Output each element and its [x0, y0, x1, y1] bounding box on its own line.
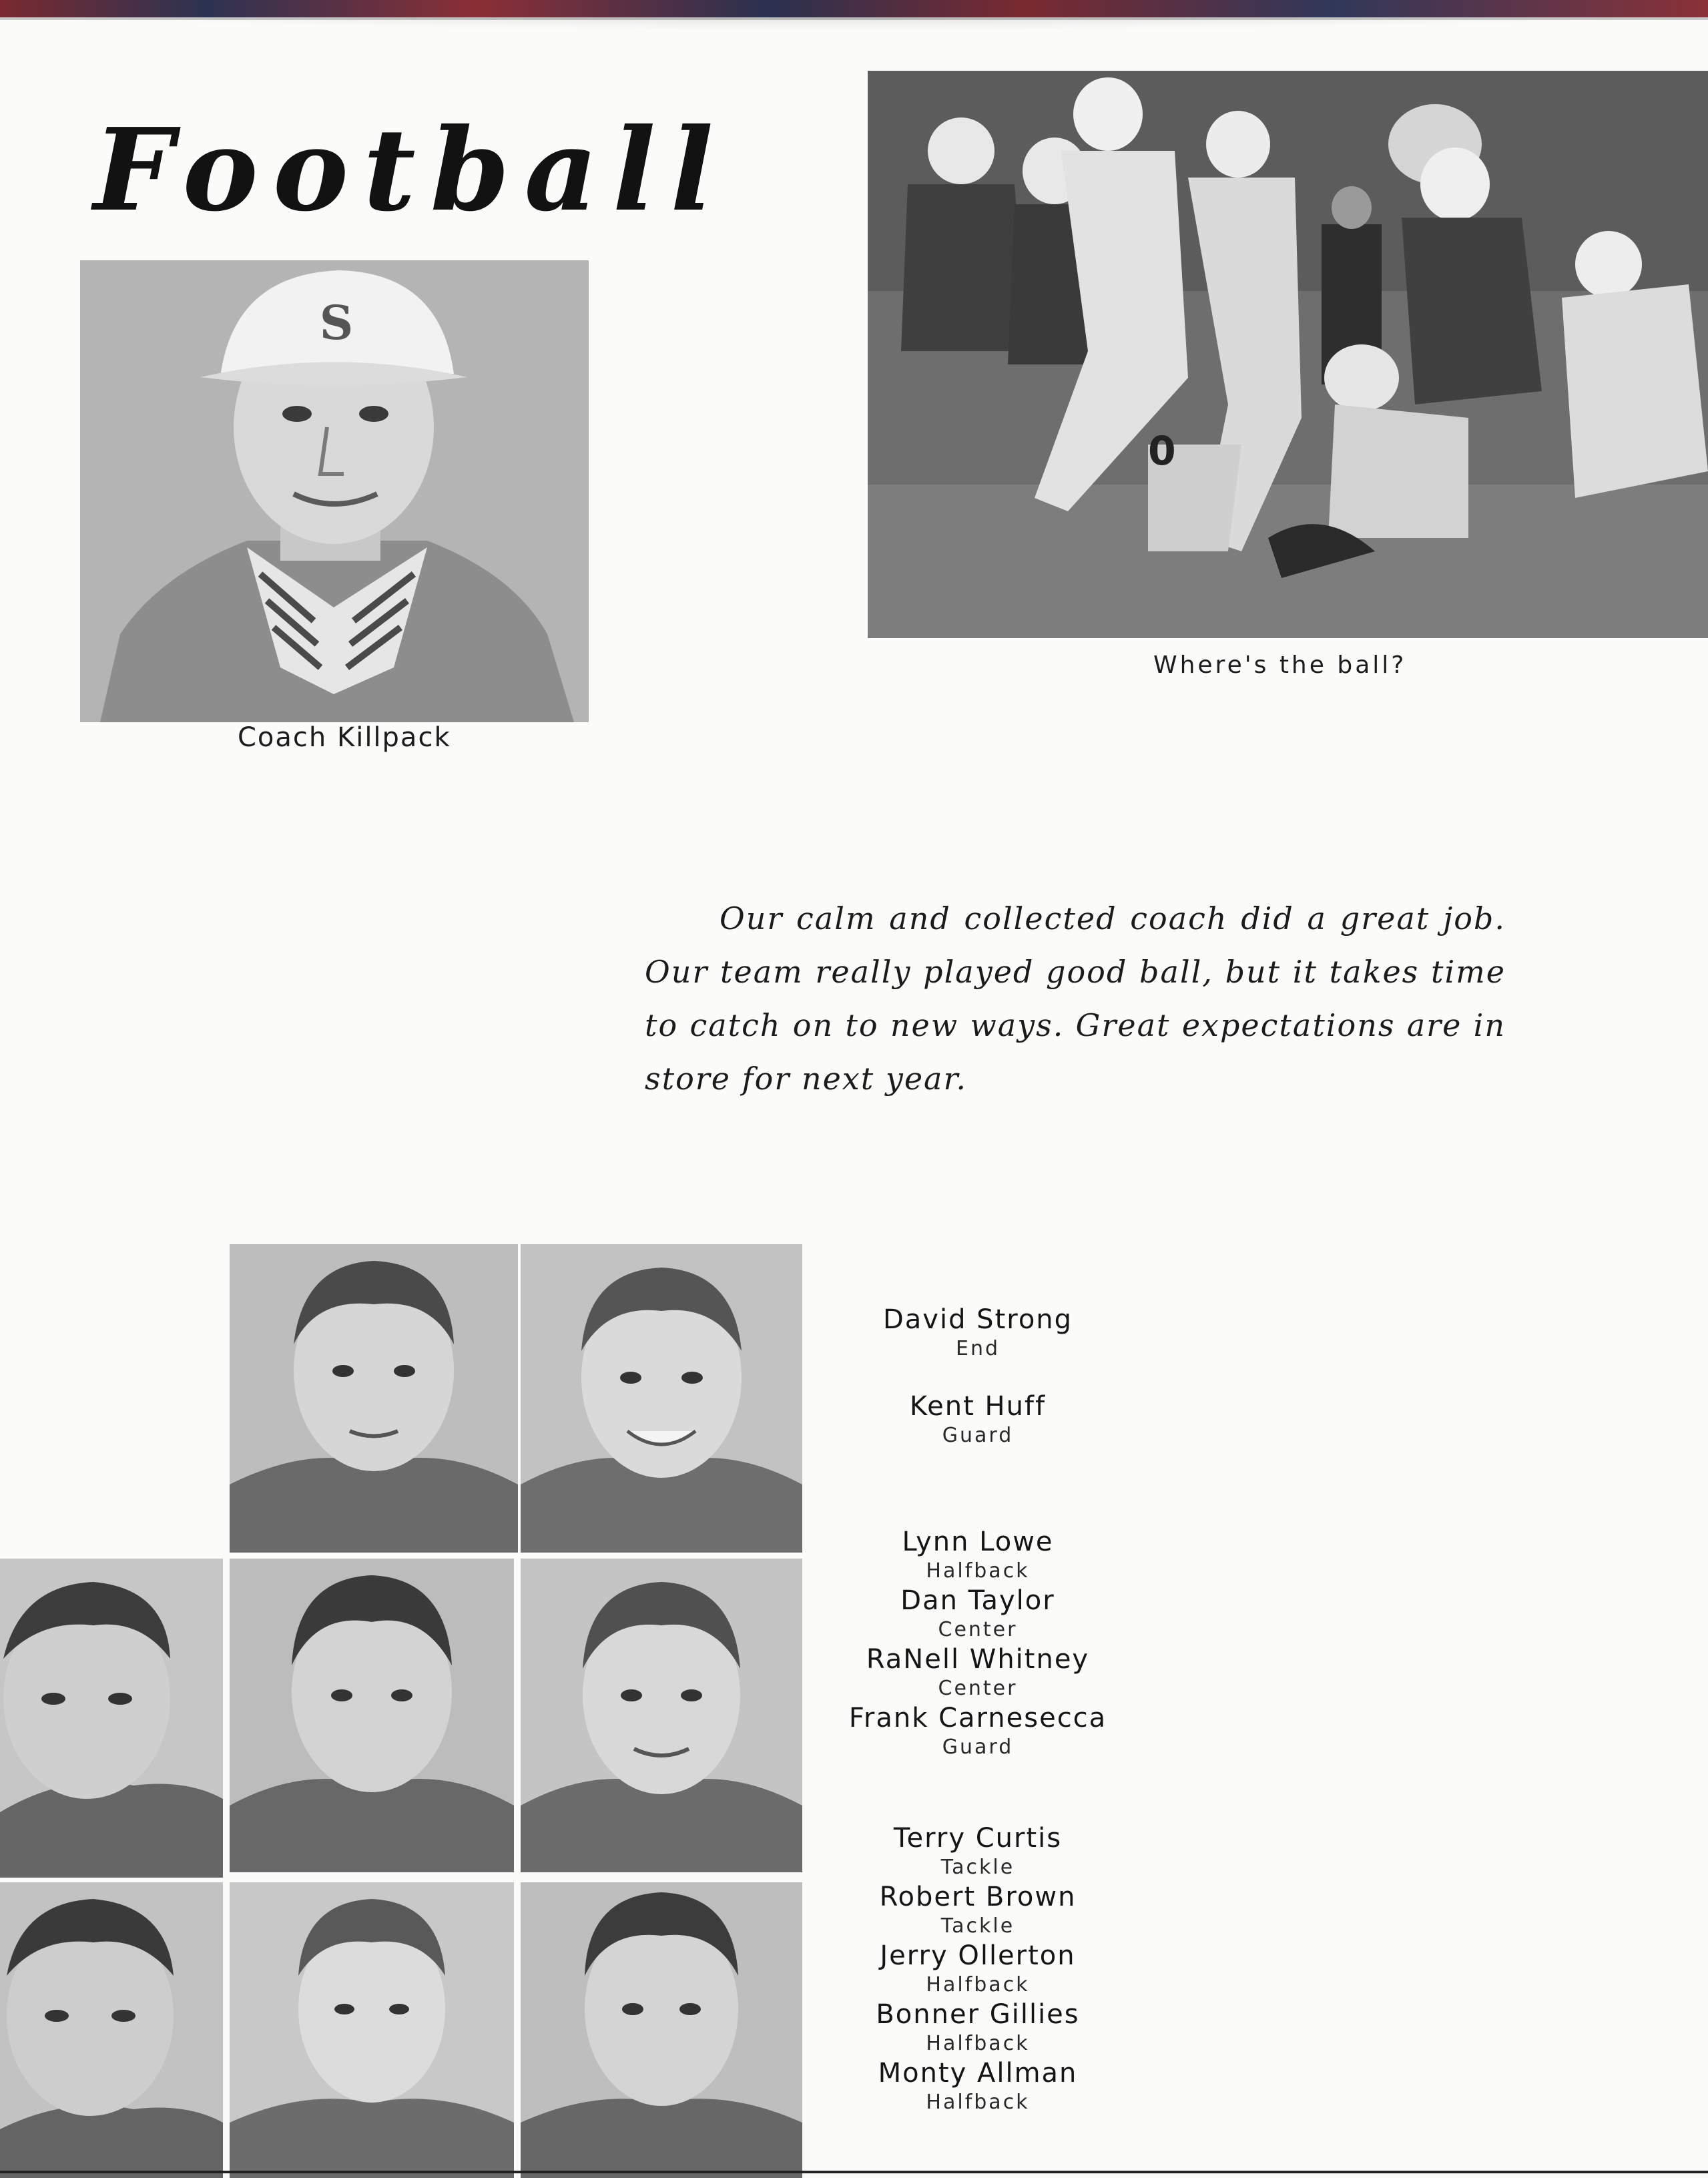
- headshot-illustration: [0, 1882, 223, 2178]
- story-paragraph: [645, 892, 1506, 1105]
- player-name: Bonner Gillies: [876, 1999, 1080, 2030]
- player-headshot: [521, 1244, 802, 1553]
- player-headshot: [0, 1559, 223, 1878]
- player-position: End: [955, 1337, 1000, 1360]
- roster-group-bottom: [828, 1822, 1128, 2116]
- player-position: Center: [938, 1618, 1018, 1641]
- headshot-illustration: [521, 1244, 802, 1553]
- player-name: Dan Taylor: [900, 1585, 1055, 1616]
- player-position: Tackle: [940, 1856, 1015, 1879]
- player-headshot: [230, 1559, 514, 1872]
- player-position: Halfback: [926, 2032, 1030, 2055]
- coach-portrait-photo: [80, 260, 589, 722]
- headshot-illustration: [230, 1882, 514, 2178]
- headshot-illustration: [521, 1559, 802, 1872]
- roster-group-top: [828, 1304, 1128, 1449]
- player-headshot: [230, 1244, 518, 1553]
- player-name: Frank Carnesecca: [848, 1703, 1107, 1733]
- headshot-illustration: [0, 1559, 223, 1878]
- player-name: Monty Allman: [878, 2058, 1078, 2089]
- coach-caption: Coach Killpack: [238, 722, 451, 753]
- story-text: Our calm and collected coach did a great job. Our team really played good ball, but it takes time to catch on to new ways. Great expectations are in store for next year.: [645, 900, 1506, 1097]
- roster-group-middle: [828, 1526, 1128, 1761]
- player-name: Lynn Lowe: [902, 1527, 1054, 1557]
- binding-shadow: [0, 17, 1708, 31]
- jersey-number: 0: [1148, 428, 1176, 475]
- headshot-illustration: [521, 1882, 802, 2178]
- player-name: Robert Brown: [879, 1882, 1077, 1912]
- player-position: Tackle: [940, 1914, 1015, 1938]
- player-name: Kent Huff: [909, 1391, 1047, 1422]
- roster-spacer: [828, 1362, 1128, 1390]
- game-action-photo: [868, 71, 1708, 638]
- game-action-illustration: [868, 71, 1708, 638]
- player-headshot: [521, 1559, 802, 1872]
- player-name: Jerry Ollerton: [880, 1940, 1076, 1971]
- player-name: Terry Curtis: [893, 1823, 1063, 1854]
- player-position: Halfback: [926, 1559, 1030, 1583]
- cap-letter: S: [319, 295, 354, 350]
- bottom-page-edge: [0, 2171, 1708, 2173]
- player-headshot: [0, 1882, 223, 2178]
- action-caption: Where's the ball?: [1153, 651, 1407, 679]
- player-position: Halfback: [926, 1973, 1030, 1996]
- player-position: Guard: [942, 1735, 1014, 1759]
- player-position: Center: [938, 1677, 1018, 1700]
- headshot-illustration: [230, 1244, 518, 1553]
- headshot-illustration: [230, 1559, 514, 1872]
- player-name: RaNell Whitney: [866, 1644, 1090, 1675]
- player-headshot: [521, 1882, 802, 2178]
- player-position: Guard: [942, 1424, 1014, 1447]
- coach-portrait-illustration: [80, 260, 589, 722]
- player-name: David Strong: [882, 1304, 1073, 1335]
- player-headshot: [230, 1882, 514, 2178]
- player-position: Halfback: [926, 2091, 1030, 2114]
- page-title: Football: [93, 103, 728, 237]
